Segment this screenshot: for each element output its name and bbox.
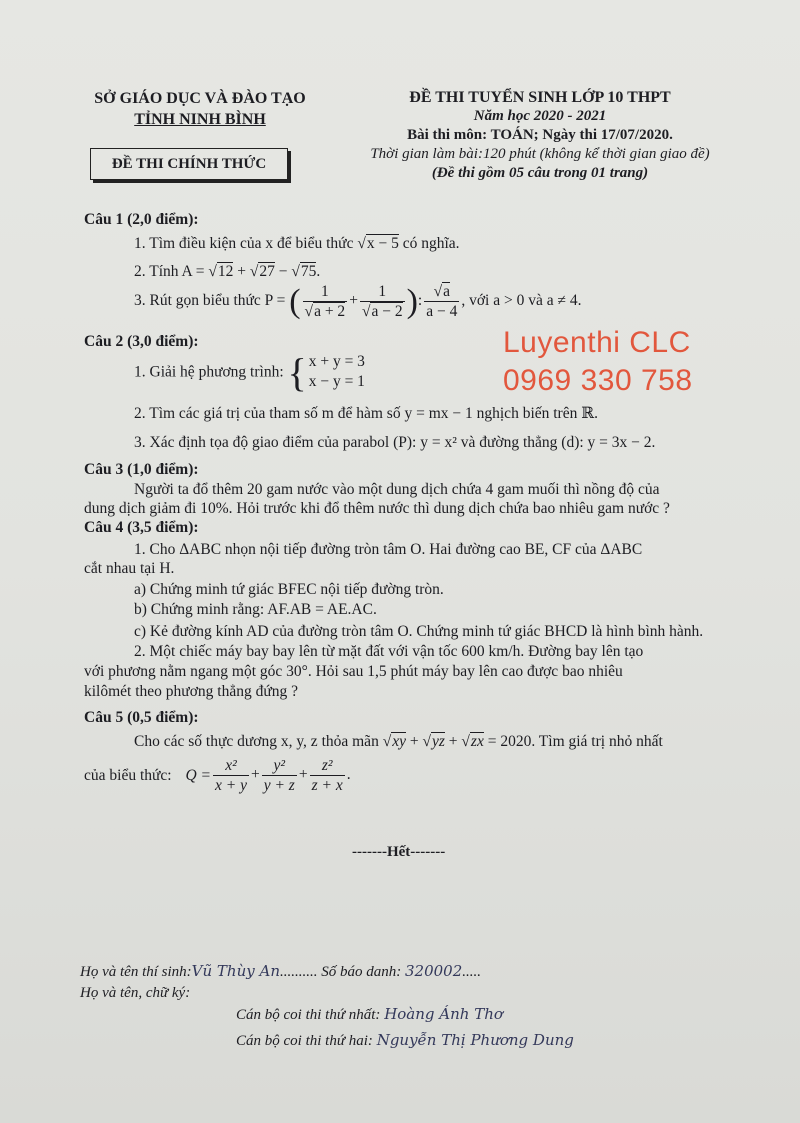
- q4-p2-line-3: kilômét theo phương thẳng đứng ?: [84, 683, 298, 700]
- equation-1: x + y = 3: [308, 353, 365, 370]
- candidate-label: Họ và tên thí sinh:: [80, 964, 192, 980]
- q5-expression-label: của biểu thức:: [84, 767, 172, 784]
- q1-item1-radicand: x − 5: [366, 235, 399, 252]
- fraction-3: $\frac{√a}{a - 4}$: [426, 283, 458, 320]
- right-paren: ): [406, 283, 418, 320]
- q5-r1: xy: [392, 733, 406, 750]
- proctor-2-signature: Nguyễn Thị Phương Dung: [376, 1031, 574, 1049]
- q4-part-b: b) Chứng minh rằng: AF.AB = AE.AC.: [134, 601, 377, 618]
- q2-item-2: 2. Tìm các giá trị của tham số m để hàm số y = mx − 1 nghịch biến trên ℝ.: [134, 405, 598, 422]
- sbd-dots: .....: [462, 964, 481, 980]
- q4-line-1: 1. Cho ΔABC nhọn nội tiếp đường tròn tâm O. Hai đường cao BE, CF của ΔABC: [134, 541, 643, 558]
- watermark-line-2: 0969 330 758: [503, 364, 693, 397]
- exam-title: ĐỀ THI TUYỂN SINH LỚP 10 THPT: [409, 89, 671, 106]
- q5-title: Câu 5 (0,5 điểm):: [84, 709, 199, 726]
- q4-p2-line-1: 2. Một chiếc máy bay bay lên từ mặt đất với vận tốc 600 km/h. Đường bay lên tạo: [134, 643, 644, 660]
- q2-title: Câu 2 (3,0 điểm):: [84, 333, 199, 350]
- q1-item-1: 1. Tìm điều kiện của x để biểu thức √x − 5 có nghĩa.: [134, 235, 460, 252]
- q5-r3: zx: [470, 733, 484, 750]
- equation-2: x − y = 1: [308, 373, 365, 390]
- watermark-line-1: Luyenthi CLC: [503, 326, 691, 359]
- q5-fraction-2: [262, 756, 297, 795]
- q5-line-2: của biểu thức: Q = $\frac{\text{x²}}{x + y}$ + $\frac{\text{y²}}{y + z}$ + $\frac{\text{z²}}{z + x}$ .: [84, 757, 351, 794]
- q5-r2: yz: [431, 733, 445, 750]
- sbd-value: 320002: [404, 962, 463, 980]
- end-mark: -------Hết-------: [352, 844, 446, 860]
- fraction-1: $\frac{1}{√a + 2}$: [304, 283, 346, 320]
- q4-line-2: cắt nhau tại H.: [84, 560, 175, 577]
- proctor-2-line: [236, 1031, 574, 1050]
- pages-line: (Đề thi gồm 05 câu trong 01 trang): [431, 165, 649, 181]
- q1-item-3: 3. Rút gọn biểu thức P = ( $\frac{1}{√a + 2}$ + $\frac{1}{√a - 2}$ ): $\frac{√a}{a - 4}$ , với a > 0 và a ≠ 4.: [134, 283, 582, 320]
- candidate-name: Vũ Thùy An: [191, 962, 280, 980]
- q5-d2: y + z: [263, 777, 295, 794]
- q4-title: Câu 4 (3,5 điểm):: [84, 519, 199, 536]
- q5-n2: y²: [262, 756, 297, 776]
- q1-item2-r2: 27: [259, 263, 275, 280]
- q5-line-1: Cho các số thực dương x, y, z thỏa mãn √xy + √yz + √zx = 2020. Tìm giá trị nhỏ nhất: [134, 733, 663, 750]
- q3-title: Câu 3 (1,0 điểm):: [84, 461, 199, 478]
- school-year: Năm học 2020 - 2021: [473, 108, 607, 124]
- department-name: SỞ GIÁO DỤC VÀ ĐÀO TẠO: [94, 90, 306, 107]
- candidate-dots: ..........: [279, 964, 318, 980]
- issuer-block: [80, 88, 320, 130]
- q5-condition-text: Cho các số thực dương x, y, z thỏa mãn: [134, 733, 379, 750]
- time-line: Thời gian làm bài:120 phút (không kể thời gian giao đề): [370, 146, 710, 162]
- exam-info-block: [320, 88, 760, 183]
- q4-part-a: a) Chứng minh tứ giác BFEC nội tiếp đường tròn.: [134, 581, 444, 598]
- q1-item3-den3: a − 4: [426, 303, 458, 320]
- province-name: TỈNH NINH BÌNH: [134, 111, 266, 128]
- q1-item-2: 2. Tính A = √12 + √27 − √75.: [134, 263, 321, 280]
- candidate-line: [80, 962, 481, 981]
- q1-item3-den2: a − 2: [371, 303, 403, 320]
- q5-q-prefix: Q =: [185, 767, 211, 784]
- official-exam-box: ĐỀ THI CHÍNH THỨC: [90, 148, 288, 180]
- q1-title: Câu 1 (2,0 điểm):: [84, 211, 199, 228]
- left-paren: (: [289, 283, 301, 320]
- q2-item-1: [134, 349, 365, 395]
- q5-fraction-3: [310, 756, 345, 795]
- q1-item2-r1: 12: [217, 263, 234, 280]
- q1-item2-prefix: 2. Tính A =: [134, 263, 205, 280]
- fraction-2: $\frac{1}{√a - 2}$: [361, 283, 403, 320]
- q1-item3-suffix: , với a > 0 và a ≠ 4.: [461, 292, 582, 310]
- q1-item2-r3: 75: [300, 263, 317, 280]
- q1-item1-text: 1. Tìm điều kiện của x để biểu thức: [134, 235, 354, 252]
- q5-n1: x²: [213, 756, 249, 776]
- q3-line-2: dung dịch giảm đi 10%. Hỏi trước khi đổ thêm nước thì dung dịch chứa bao nhiêu gam nước ?: [84, 500, 670, 517]
- q4-p2-line-2: với phương nằm ngang một góc 30°. Hỏi sau 1,5 phút máy bay lên cao được bao nhiêu: [84, 663, 623, 680]
- proctor-1-signature: Hoàng Ánh Thơ: [384, 1005, 503, 1023]
- q1-item3-den1: a + 2: [314, 303, 346, 320]
- system-brace: {: [287, 349, 307, 395]
- q5-condition-tail: = 2020. Tìm giá trị nhỏ nhất: [487, 733, 663, 750]
- q2-item-3: 3. Xác định tọa độ giao điểm của parabol (P): y = x² và đường thẳng (d): y = 3x − 2.: [134, 434, 656, 451]
- subject-line: Bài thi môn: TOÁN; Ngày thi 17/07/2020.: [407, 127, 673, 143]
- signature-label: Họ và tên, chữ ký:: [80, 985, 191, 1001]
- proctor-1-label: Cán bộ coi thi thứ nhất:: [236, 1007, 381, 1023]
- equation-system: [309, 352, 365, 392]
- q5-fraction-1: [213, 756, 249, 795]
- q2-item1-prefix: 1. Giải hệ phương trình:: [134, 363, 284, 381]
- q1-item3-prefix: 3. Rút gọn biểu thức P =: [134, 292, 286, 310]
- proctor-1-line: [236, 1005, 503, 1024]
- q5-d3: z + x: [311, 777, 343, 794]
- q5-n3: z²: [310, 756, 345, 776]
- q5-d1: x + y: [215, 777, 247, 794]
- sbd-label: Số báo danh:: [321, 964, 402, 980]
- q1-item1-suffix: có nghĩa.: [402, 235, 460, 252]
- proctor-2-label: Cán bộ coi thi thứ hai:: [236, 1033, 373, 1049]
- q1-item3-num3: a: [443, 283, 450, 300]
- q4-part-c: c) Kẻ đường kính AD của đường tròn tâm O. Chứng minh tứ giác BHCD là hình bình hành.: [134, 623, 704, 640]
- q3-line-1: Người ta đổ thêm 20 gam nước vào một dung dịch chứa 4 gam muối thì nồng độ của: [134, 481, 660, 498]
